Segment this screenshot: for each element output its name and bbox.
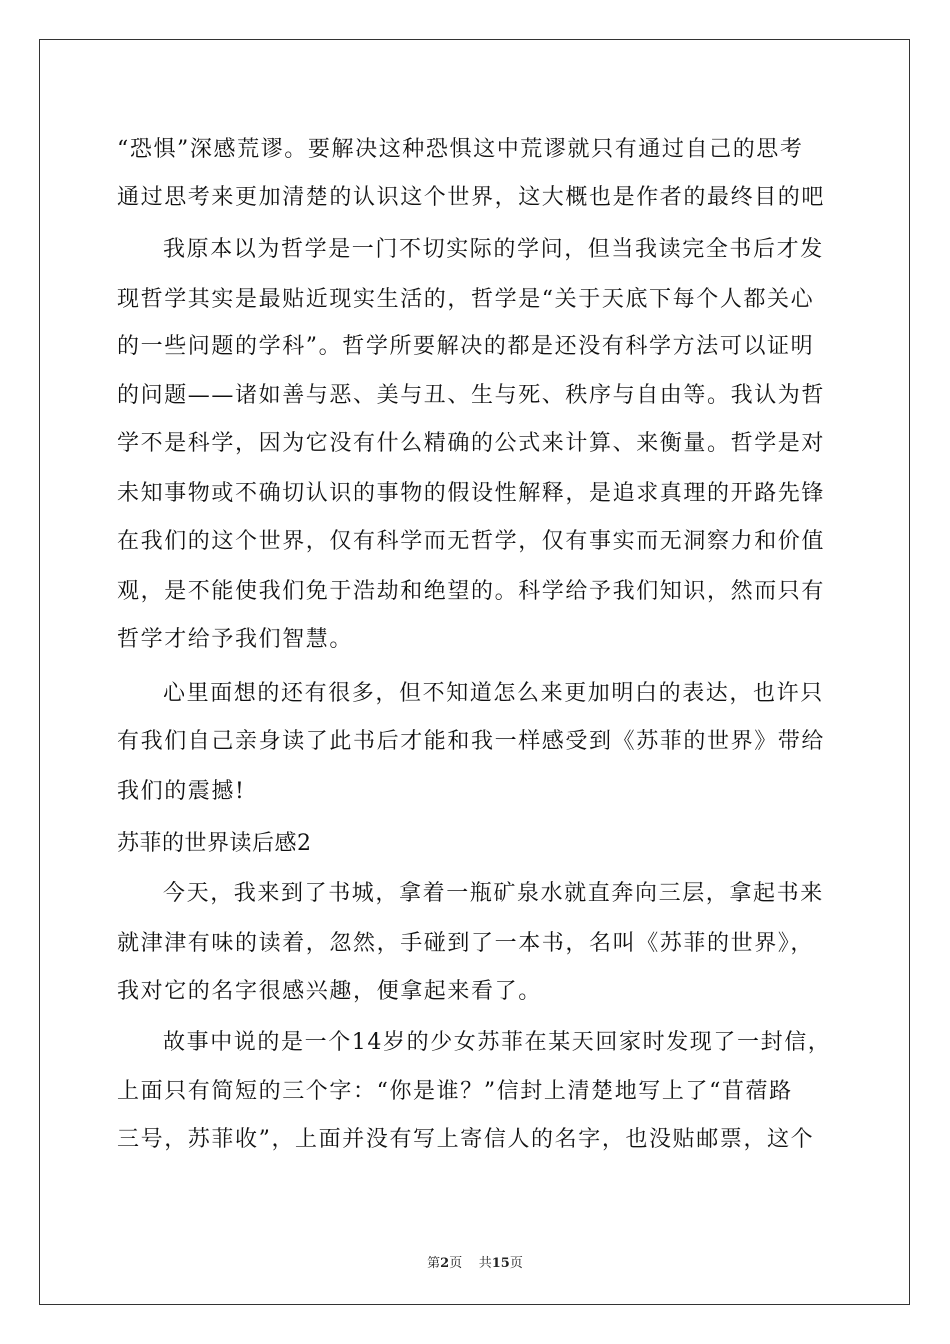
text-line: 我原本以为哲学是一门不切实际的学问，但当我读完全书后才发 <box>163 237 824 262</box>
text-line: 哲学才给予我们智慧。 <box>117 627 354 652</box>
text-line: 三号，苏菲收”，上面并没有写上寄信人的名字，也没贴邮票，这个 <box>117 1127 815 1152</box>
text-line: 现哲学其实是最贴近现实生活的，哲学是“关于天底下每个人都关心 <box>117 287 815 312</box>
text-line: 我对它的名字很感兴趣，便拿起来看了。 <box>117 979 542 1004</box>
text-line: 在我们的这个世界，仅有科学而无哲学，仅有事实而无洞察力和价值 <box>117 529 826 554</box>
text-line: 学不是科学，因为它没有什么精确的公式来计算、来衡量。哲学是对 <box>117 431 826 456</box>
text-line: 就津津有味的读着，忽然，手碰到了一本书，名叫《苏菲的世界》， <box>117 931 815 956</box>
page-footer <box>0 1252 950 1271</box>
text-line: 今天，我来到了书城，拿着一瓶矿泉水就直奔向三层，拿起书来 <box>163 881 824 906</box>
text-line: 的一些问题的学科”。哲学所要解决的都是还没有科学方法可以证明 <box>117 334 815 359</box>
text-line: 心里面想的还有很多，但不知道怎么来更加明白的表达，也许只 <box>163 681 824 706</box>
text-line: 故事中说的是一个14岁的少女苏菲在某天回家时发现了一封信， <box>163 1030 832 1055</box>
section-title: 苏菲的世界读后感2 <box>117 831 312 856</box>
text-line: “恐惧”深感荒谬。要解决这种恐惧这中荒谬就只有通过自己的思考 <box>117 137 804 162</box>
text-line: 通过思考来更加清楚的认识这个世界，这大概也是作者的最终目的吧 <box>117 185 826 210</box>
text-line: 的问题——诸如善与恶、美与丑、生与死、秩序与自由等。我认为哲 <box>117 383 826 408</box>
text-line: 我们的震撼! <box>117 779 246 804</box>
text-line: 观，是不能使我们免于浩劫和绝望的。科学给予我们知识，然而只有 <box>117 579 826 604</box>
text-line: 有我们自己亲身读了此书后才能和我一样感受到《苏菲的世界》带给 <box>117 729 826 754</box>
text-line: 未知事物或不确切认识的事物的假设性解释，是追求真理的开路先锋 <box>117 481 826 506</box>
total-pages-indicator: 共15页 <box>478 1256 523 1271</box>
text-line: 上面只有简短的三个字：“你是谁？”信封上清楚地写上了“苜蓿路 <box>117 1079 793 1104</box>
page-indicator: 第2页 <box>427 1256 463 1271</box>
